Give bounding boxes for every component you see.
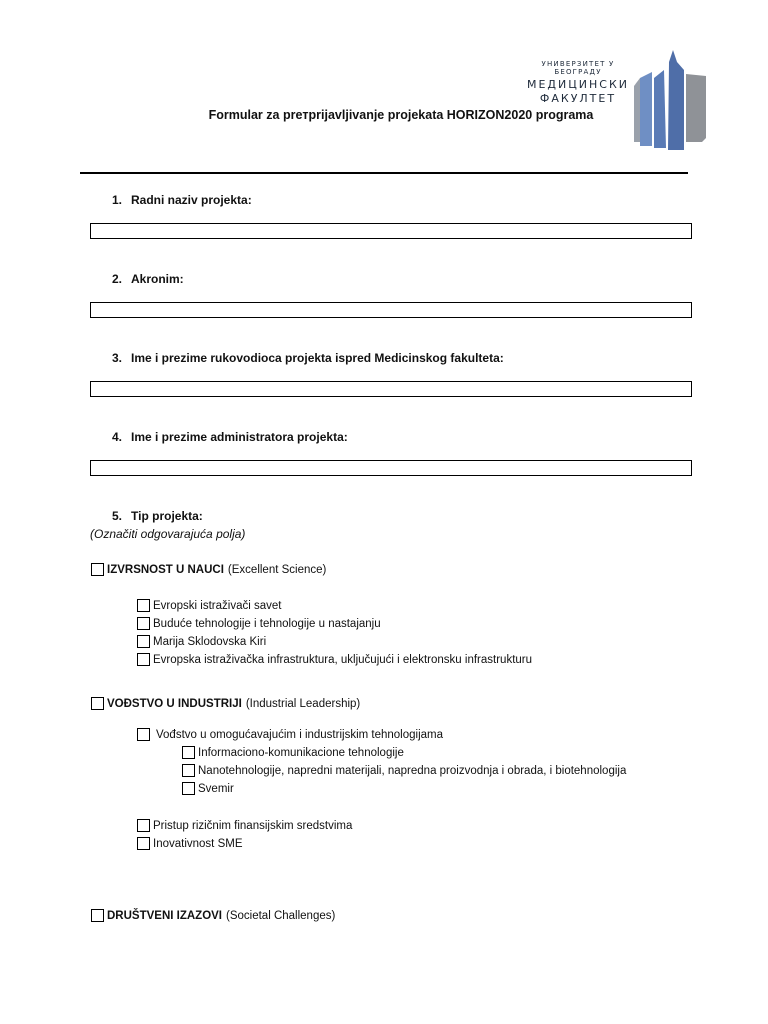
excellence-item-4 <box>137 653 532 666</box>
question-4-label: Ime i prezime administratora projekta: <box>131 430 348 444</box>
fet-checkbox[interactable] <box>137 617 150 630</box>
industry-heading-en: (Industrial Leadership) <box>245 697 361 710</box>
infrastructure-checkbox[interactable] <box>137 653 150 666</box>
msca-label: Marija Sklodovska Kiri <box>153 635 267 648</box>
project-name-field[interactable] <box>90 223 692 239</box>
excellence-checkbox[interactable] <box>91 563 104 576</box>
acronym-field[interactable] <box>90 302 692 318</box>
society-section-row <box>91 909 335 922</box>
industry-checkbox[interactable] <box>91 697 104 710</box>
msca-checkbox[interactable] <box>137 635 150 648</box>
society-heading: DRUŠTVENI IZAZOVI <box>107 909 223 922</box>
excellence-item-1 <box>137 599 281 612</box>
logo-faculty-line: МЕДИЦИНСКИ <box>526 78 630 91</box>
erc-checkbox[interactable] <box>137 599 150 612</box>
risk-finance-checkbox[interactable] <box>137 819 150 832</box>
industry-enabling-row <box>137 728 443 741</box>
industry-subitem-1 <box>182 746 404 759</box>
risk-finance-label: Pristup rizičnim finansijskim sredstvima <box>153 819 353 832</box>
question-5 <box>100 509 203 523</box>
question-3 <box>100 351 504 365</box>
faculty-logo-text <box>522 60 634 105</box>
industry-subitem-3 <box>182 782 234 795</box>
society-heading-en: (Societal Challenges) <box>226 909 336 922</box>
question-1-label: Radni naziv projekta: <box>131 193 252 207</box>
nanotech-checkbox[interactable] <box>182 764 195 777</box>
excellence-section-row <box>91 563 326 576</box>
question-3-label: Ime i prezime rukovodioca projekta ispred Medicinskog fakulteta: <box>131 351 504 365</box>
question-2-number: 2. <box>111 272 122 286</box>
enabling-tech-label: Vođstvo u omogućavajućim i industrijskim tehnologijama <box>156 728 444 741</box>
project-administrator-field[interactable] <box>90 460 692 476</box>
space-label: Svemir <box>198 782 234 795</box>
fet-label: Buduće tehnologije i tehnologije u nastajanju <box>153 617 381 630</box>
header-divider <box>80 172 688 174</box>
logo-tower-blue-main <box>668 50 684 150</box>
question-5-number: 5. <box>111 509 122 523</box>
nanotech-label: Nanotehnologije, napredni materijali, napredna proizvodnja i obrada, i biotehnologija <box>198 764 627 777</box>
society-checkbox[interactable] <box>91 909 104 922</box>
sme-label: Inovativnost SME <box>153 837 243 850</box>
sme-checkbox[interactable] <box>137 837 150 850</box>
form-title: Formular za preтprijavljivanje projekata HORIZON2020 programa <box>208 108 594 122</box>
question-2 <box>100 272 184 286</box>
excellence-item-2 <box>137 617 381 630</box>
faculty-logo-icon <box>632 48 712 150</box>
question-1 <box>100 193 252 207</box>
enabling-tech-checkbox[interactable] <box>137 728 150 741</box>
instruction-note: (Označiti odgovarajuća polja) <box>90 527 246 541</box>
industry-item-1 <box>137 819 352 832</box>
industry-item-2 <box>137 837 242 850</box>
project-leader-field[interactable] <box>90 381 692 397</box>
question-3-number: 3. <box>111 351 122 365</box>
infrastructure-label: Evropska istraživačka infrastruktura, uključujući i elektronsku infrastrukturu <box>153 653 533 666</box>
question-2-label: Akronim: <box>131 272 184 286</box>
question-4-number: 4. <box>111 430 122 444</box>
question-1-number: 1. <box>111 193 122 207</box>
ict-label: Informaciono-komunikacione tehnologije <box>198 746 404 759</box>
excellence-item-3 <box>137 635 266 648</box>
question-5-label: Tip projekta: <box>131 509 203 523</box>
industry-subitem-2 <box>182 764 626 777</box>
ict-checkbox[interactable] <box>182 746 195 759</box>
logo-faculty-line-2: ФАКУЛТЕТ <box>539 92 617 105</box>
industry-heading: VOĐSTVO U INDUSTRIJI <box>107 697 242 710</box>
excellence-heading: IZVRSNOST U NAUCI <box>107 563 224 576</box>
erc-label: Evropski istraživači savet <box>153 599 282 612</box>
logo-university-line: УНИВЕРЗИТЕТ У БЕОГРАДУ <box>541 60 615 76</box>
space-checkbox[interactable] <box>182 782 195 795</box>
industry-section-row <box>91 697 360 710</box>
question-4 <box>100 430 348 444</box>
excellence-heading-en: (Excellent Science) <box>227 563 327 576</box>
